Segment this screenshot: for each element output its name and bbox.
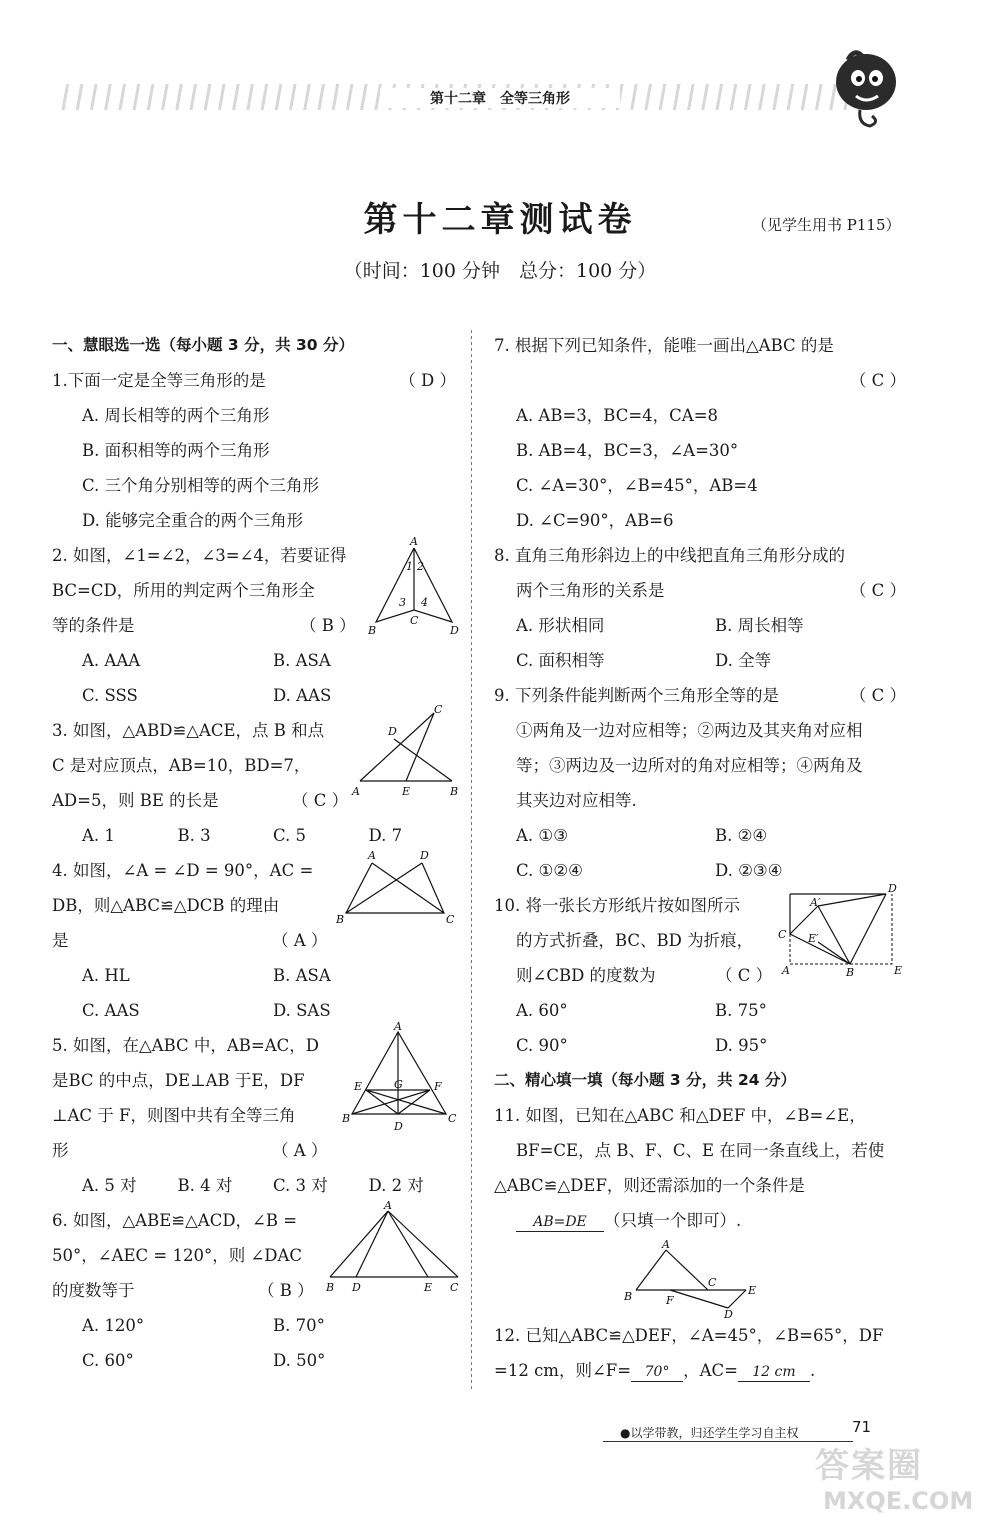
- q9-options-row2: [494, 853, 914, 888]
- q2-fig-label-c: C: [410, 614, 419, 627]
- q7-option-d: D. ∠C=90°，AB=6: [516, 511, 674, 530]
- q11-fig-label-f: F: [666, 1294, 674, 1307]
- q5-fig-label-e: E: [354, 1080, 363, 1093]
- q4-line1: 4. 如图，∠A = ∠D = 90°，AC =: [52, 861, 314, 880]
- question-4: [52, 849, 464, 1028]
- q6-option-c: C. 60°: [82, 1351, 134, 1370]
- page-number: 71: [852, 1418, 872, 1436]
- q11-line2: BF=CE，点 B、F、C、E 在同一条直线上，若使: [516, 1141, 885, 1160]
- q3-fig-label-b: B: [450, 785, 459, 798]
- q3-option-b: B. 3: [177, 826, 211, 845]
- q8-option-d: D. 全等: [715, 651, 772, 670]
- q10-line2: 的方式折叠，BC、BD 为折痕，: [516, 931, 754, 950]
- q5-fig-label-g: G: [394, 1078, 403, 1091]
- q9-line2: ①两角及一边对应相等；②两边及其夹角对应相: [516, 721, 863, 740]
- question-6: [52, 1203, 464, 1378]
- q5-fig-label-b: B: [342, 1112, 351, 1125]
- q11-line4: AB=DE （只填一个即可）.: [494, 1203, 914, 1238]
- q8-line2: 两个三角形的关系是: [516, 581, 665, 600]
- q2-line1: 2. 如图，∠1=∠2，∠3=∠4，若要证得: [52, 546, 347, 565]
- q3-fig-label-e: E: [402, 785, 411, 798]
- q1-option-b: B. 面积相等的两个三角形: [82, 441, 270, 460]
- q6-option-b: B. 70°: [273, 1316, 325, 1335]
- q10-option-c: C. 90°: [516, 1036, 568, 1055]
- q2-options-row1: [52, 643, 464, 678]
- q11-line1: 11. 如图，已知在△ABC 和△DEF 中，∠B=∠E，: [494, 1106, 866, 1125]
- q1-stem: 1.下面一定是全等三角形的是: [52, 371, 266, 390]
- q3-line1: 3. 如图，△ABD≌△ACE，点 B 和点: [52, 721, 325, 740]
- q10-options-row2: [494, 1028, 914, 1063]
- q4-option-d: D. SAS: [273, 1001, 331, 1020]
- q1-option-a: A. 周长相等的两个三角形: [82, 406, 270, 425]
- question-9: [494, 678, 914, 888]
- q10-option-d: D. 95°: [715, 1036, 768, 1055]
- q10-fig-label-c: C: [778, 928, 787, 941]
- q11-fig-label-c: C: [708, 1276, 717, 1289]
- q3-option-d: D. 7: [368, 826, 403, 845]
- q10-fig-label-d: D: [888, 884, 897, 895]
- q2-answer: （ B ）: [300, 616, 356, 635]
- right-column: [494, 328, 914, 1388]
- q3-figure: [350, 705, 462, 801]
- question-11: [494, 1098, 914, 1318]
- question-3: [52, 705, 464, 853]
- q10-fig-label-b: B: [846, 966, 855, 978]
- q2-fig-label-b: B: [368, 624, 377, 637]
- q5-line4: 形 （ A ）: [52, 1133, 464, 1168]
- q3-option-a: A. 1: [82, 826, 115, 845]
- q6-option-a: A. 120°: [82, 1316, 145, 1335]
- q8-options-row1: [494, 608, 914, 643]
- q4-option-a: A. HL: [82, 966, 130, 985]
- q3-fig-label-d: D: [388, 725, 397, 738]
- q5-option-c: C. 3 对: [273, 1176, 328, 1195]
- watermark-logo: 答案圈 MXQE.COM: [815, 1446, 974, 1515]
- q6-fig-label-b: B: [326, 1281, 335, 1294]
- q9-line3: 等；③两边及一边所对的角对应相等；④两角及: [516, 756, 863, 775]
- q7-option-c: C. ∠A=30°，∠B=45°，AB=4: [516, 476, 758, 495]
- q5-line1: 5. 如图，在△ABC 中，AB=AC，D: [52, 1036, 320, 1055]
- q4-figure: [336, 849, 462, 939]
- q7-stem: 7. 根据下列已知条件，能唯一画出△ABC 的是: [494, 336, 834, 355]
- q4-fig-label-c: C: [446, 913, 455, 926]
- q12-blank-angle[interactable]: 70°: [631, 1363, 683, 1382]
- q10-line3: 则∠CBD 的度数为 （ C ）: [494, 958, 914, 993]
- q6-fig-label-e: E: [424, 1281, 433, 1294]
- q2-option-a: A. AAA: [82, 651, 141, 670]
- q6-fig-label-c: C: [450, 1281, 459, 1294]
- q2-option-b: B. ASA: [273, 651, 331, 670]
- q5-fig-label-d: D: [394, 1120, 403, 1133]
- q10-fig-label-a: A: [782, 964, 790, 977]
- q2-fig-label-4: 4: [421, 596, 428, 609]
- q10-option-a: A. 60°: [516, 1001, 568, 1020]
- q6-line3: 的度数等于 （ B ）: [52, 1273, 464, 1308]
- question-2: [52, 538, 464, 713]
- q3-options-row: [52, 818, 464, 853]
- q5-option-d: D. 2 对: [368, 1176, 424, 1195]
- time-info: （时间：100 分钟 总分：100 分）: [343, 260, 657, 282]
- question-5: [52, 1022, 464, 1203]
- section1-heading: 一、慧眼选一选（每小题 3 分，共 30 分）: [52, 336, 354, 354]
- q2-figure: [368, 536, 464, 638]
- q4-line3: 是 （ A ）: [52, 923, 464, 958]
- q11-answer-blank[interactable]: AB=DE: [516, 1213, 604, 1232]
- footer-slogan: ●以学带教，归还学生学习自主权: [620, 1426, 799, 1440]
- question-1: [52, 363, 464, 538]
- q10-option-b: B. 75°: [715, 1001, 767, 1020]
- q4-fig-label-d: D: [420, 849, 429, 862]
- q2-fig-label-d: D: [450, 624, 459, 637]
- q11-fig-label-e: E: [748, 1284, 757, 1297]
- q4-option-c: C. AAS: [82, 1001, 140, 1020]
- q2-fig-label-3: 3: [399, 596, 406, 609]
- q10-fig-label-e1: E′: [808, 932, 819, 945]
- q4-fig-label-b: B: [336, 913, 345, 926]
- q5-fig-label-a: A: [394, 1022, 402, 1033]
- q9-line4: 其夹边对应相等.: [516, 791, 637, 810]
- q1-answer: （ D ）: [399, 371, 456, 390]
- q1-option-c: C. 三个角分别相等的两个三角形: [82, 476, 320, 495]
- q11-fig-label-b: B: [624, 1290, 633, 1303]
- q2-fig-label-1: 1: [406, 560, 413, 573]
- q4-fig-label-a: A: [368, 849, 376, 862]
- q6-figure: [326, 1201, 462, 1297]
- q5-option-a: A. 5 对: [82, 1176, 137, 1195]
- q7-answer: （ C ）: [849, 371, 906, 390]
- q6-fig-label-d: D: [352, 1281, 361, 1294]
- q5-fig-label-f: F: [434, 1080, 442, 1093]
- q7-option-a: A. AB=3，BC=4，CA=8: [516, 406, 719, 425]
- q6-options-row1: [52, 1308, 464, 1343]
- q5-line2: 是BC 的中点，DE⊥AB 于E，DF: [52, 1071, 305, 1090]
- q8-option-b: B. 周长相等: [715, 616, 804, 635]
- column-divider: [471, 330, 472, 1390]
- q3-line2: C 是对应顶点，AB=10，BD=7，: [52, 756, 311, 775]
- q8-options-row2: [494, 643, 914, 678]
- q8-answer: （ C ）: [849, 581, 906, 600]
- q11-figure: [624, 1238, 774, 1318]
- q6-fig-label-a: A: [384, 1201, 392, 1212]
- q3-line3: AD=5，则 BE 的长是 （ C ）: [52, 783, 464, 818]
- q10-fig-label-e: E: [894, 964, 903, 977]
- q3-fig-label-c: C: [434, 705, 443, 716]
- q5-figure: [342, 1022, 462, 1140]
- page-title: 第十二章测试卷: [363, 200, 637, 240]
- q8-option-c: C. 面积相等: [516, 651, 605, 670]
- q11-line3: △ABC≌△DEF，则还需添加的一个条件是: [494, 1176, 805, 1195]
- q9-option-c: C. ①②④: [516, 861, 583, 880]
- q12-line1: 12. 已知△ABC≌△DEF，∠A=45°，∠B=65°，DF: [494, 1326, 884, 1345]
- q2-fig-label-a: A: [410, 536, 418, 548]
- q3-answer: （ C ）: [292, 791, 349, 810]
- q2-line2: BC=CD，所用的判定两个三角形全: [52, 581, 315, 600]
- q9-option-d: D. ②③④: [715, 861, 783, 880]
- q11-fig-label-d: D: [724, 1308, 733, 1318]
- q10-answer: （ C ）: [716, 966, 773, 985]
- q8-line1: 8. 直角三角形斜边上的中线把直角三角形分成的: [494, 546, 845, 565]
- q9-answer: （ C ）: [849, 686, 906, 705]
- q12-line2: =12 cm，则∠F= 70° ，AC= 12 cm .: [494, 1361, 816, 1380]
- q4-line2: DB，则△ABC≌△DCB 的理由: [52, 896, 280, 915]
- q10-figure: [774, 884, 914, 978]
- q10-fig-label-a1: A′: [810, 896, 821, 909]
- q5-options-row: [52, 1168, 464, 1203]
- q5-answer: （ A ）: [272, 1141, 328, 1160]
- q5-option-b: B. 4 对: [177, 1176, 233, 1195]
- chapter-header: 第十二章 全等三角形: [380, 88, 620, 108]
- q3-option-c: C. 5: [273, 826, 307, 845]
- q9-options-row1: [494, 818, 914, 853]
- q6-line1: 6. 如图，△ABE≌△ACD，∠B =: [52, 1211, 298, 1230]
- q11-fig-label-a: A: [662, 1238, 670, 1251]
- left-column: [52, 328, 464, 1378]
- q10-line1: 10. 将一张长方形纸片按如图所示: [494, 896, 740, 915]
- q10-options-row1: [494, 993, 914, 1028]
- q5-line3: ⊥AC 于 F，则图中共有全等三角: [52, 1106, 296, 1125]
- question-10: [494, 884, 914, 1063]
- q9-line1: 9. 下列条件能判断两个三角形全等的是: [494, 686, 779, 705]
- q12-blank-length[interactable]: 12 cm: [738, 1363, 810, 1382]
- q1-option-d: D. 能够完全重合的两个三角形: [82, 511, 304, 530]
- q4-answer: （ A ）: [272, 931, 328, 950]
- q6-option-d: D. 50°: [273, 1351, 326, 1370]
- q3-fig-label-a: A: [352, 785, 360, 798]
- q6-line2: 50°，∠AEC = 120°，则 ∠DAC: [52, 1246, 303, 1265]
- q7-option-b: B. AB=4，BC=3，∠A=30°: [516, 441, 739, 460]
- q6-options-row2: [52, 1343, 464, 1378]
- q2-option-c: C. SSS: [82, 686, 138, 705]
- q5-fig-label-c: C: [448, 1112, 457, 1125]
- question-7: [494, 328, 914, 538]
- question-12: [494, 1318, 914, 1388]
- q2-fig-label-2: 2: [417, 560, 424, 573]
- book-reference: （见学生用书 P115）: [752, 216, 901, 234]
- mascot-icon: [828, 46, 908, 134]
- q9-option-b: B. ②④: [715, 826, 768, 845]
- q4-options-row1: [52, 958, 464, 993]
- section2-heading: 二、精心填一填（每小题 3 分，共 24 分）: [494, 1071, 796, 1089]
- question-8: [494, 538, 914, 678]
- q2-line3: 等的条件是 （ B ）: [52, 608, 464, 643]
- q4-option-b: B. ASA: [273, 966, 331, 985]
- q9-option-a: A. ①③: [516, 826, 568, 845]
- q2-option-d: D. AAS: [273, 686, 332, 705]
- q6-answer: （ B ）: [258, 1281, 314, 1300]
- q8-option-a: A. 形状相同: [516, 616, 605, 635]
